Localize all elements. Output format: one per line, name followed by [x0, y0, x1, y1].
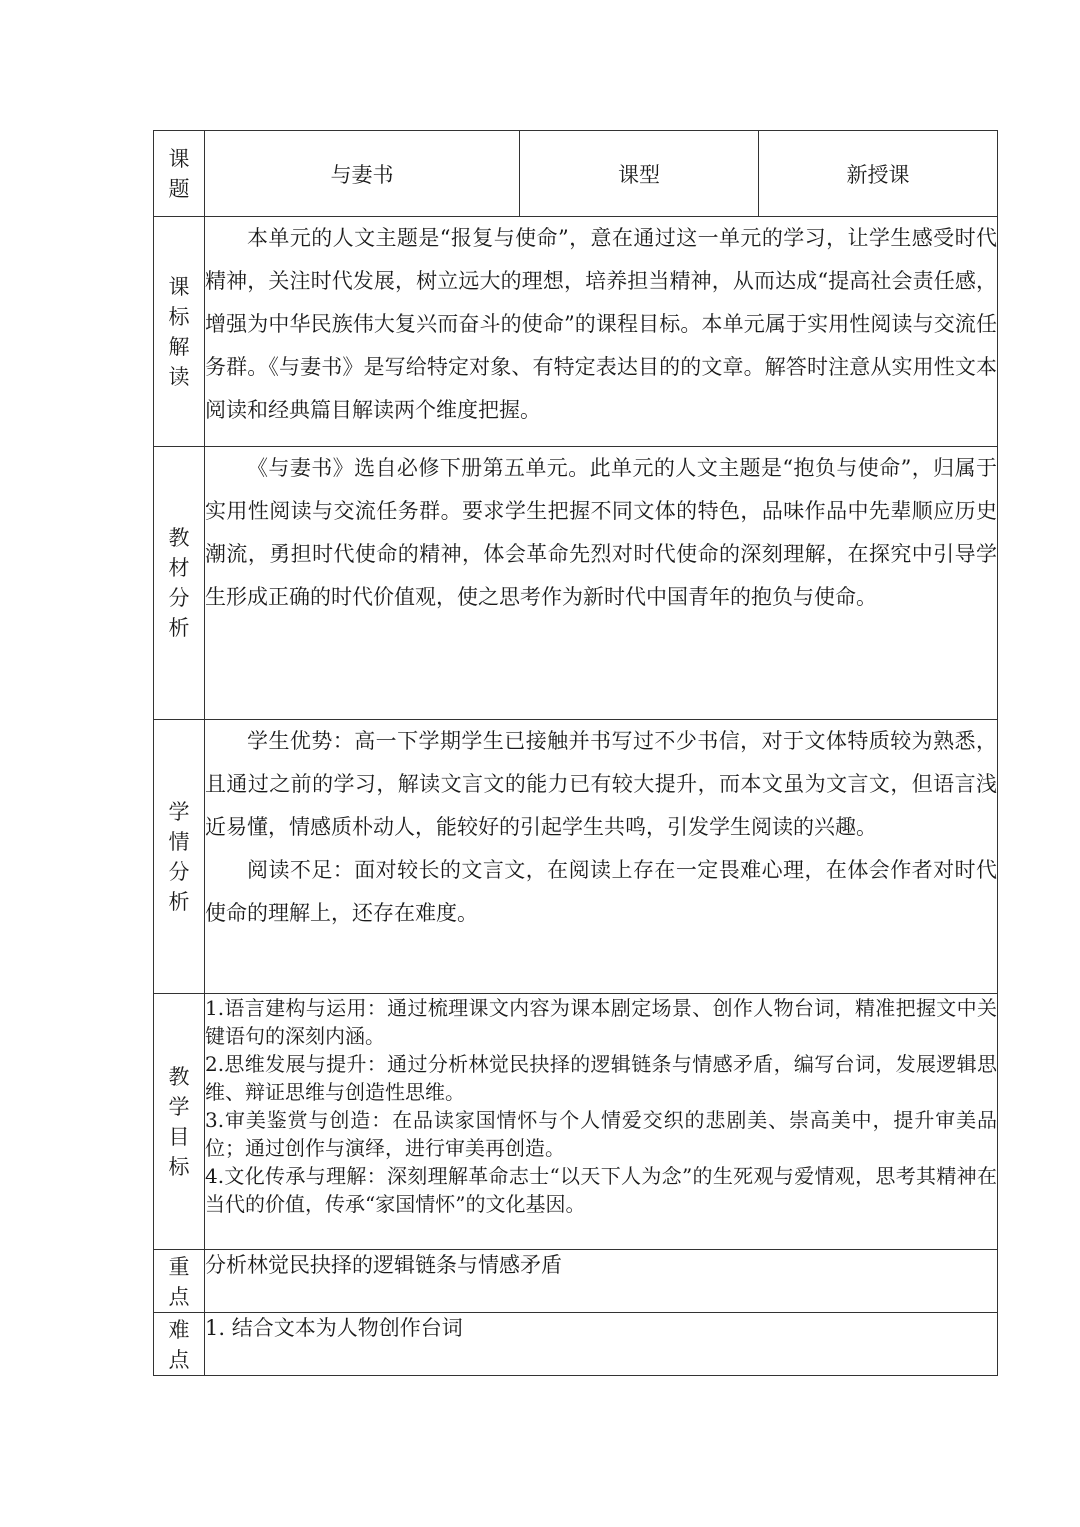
label-char: 解 [168, 334, 190, 359]
goal-item: 1.语言建构与运用：通过梳理课文内容为课本剧定场景、创作人物台词，精准把握文中关键语句的深刻内涵。 [205, 996, 997, 1048]
label-char: 重 [168, 1255, 190, 1279]
lesson-plan-table [153, 130, 998, 1376]
type-value: 新授课 [759, 131, 998, 217]
difficulty-row [154, 1313, 998, 1376]
goal-item: 3.审美鉴赏与创造：在品读家国情怀与个人情爱交织的悲剧美、崇高美中，提升审美品位；通过创作与演绎，进行审美再创造。 [205, 1108, 997, 1160]
label-char: 点 [168, 1348, 190, 1372]
material-content [205, 447, 998, 720]
topic-label [154, 131, 205, 217]
material-text: 《与妻书》选自必修下册第五单元。此单元的人文主题是“抱负与使命”，归属于实用性阅读与交流任务群。要求学生把握不同文体的特色，品味作品中先辈顺应历史潮流，勇担时代使命的精神，体会革命先烈对时代使命的深刻理解，在探究中引导学生形成正确的时代价值观，使之思考作为新时代中国青年的抱负与使命。 [205, 456, 997, 609]
material-row [154, 447, 998, 720]
label-char: 析 [168, 889, 190, 914]
label-char: 题 [168, 176, 190, 201]
goals-label [154, 994, 205, 1250]
material-label [154, 447, 205, 720]
students-weakness: 阅读不足：面对较长的文言文，在阅读上存在一定畏难心理，在体会作者对时代使命的理解上，还存在难度。 [205, 858, 997, 925]
students-strength: 学生优势：高一下学期学生已接触并书写过不少书信，对于文体特质较为熟悉，且通过之前的学习，解读文言文的能力已有较大提升，而本文虽为文言文，但语言浅近易懂，情感质朴动人，能较好的引起学生共鸣，引发学生阅读的兴趣。 [205, 729, 997, 839]
key-point-row [154, 1250, 998, 1313]
label-char: 情 [168, 829, 190, 854]
students-content [205, 720, 998, 994]
type-label: 课型 [520, 131, 759, 217]
label-char: 分 [168, 859, 190, 884]
curriculum-row [154, 217, 998, 447]
header-row [154, 131, 998, 217]
goals-content [205, 994, 998, 1250]
students-row [154, 720, 998, 994]
label-char: 读 [168, 364, 190, 389]
difficulty-label [154, 1313, 205, 1376]
curriculum-label [154, 217, 205, 447]
curriculum-text: 本单元的人文主题是“报复与使命”，意在通过这一单元的学习，让学生感受时代精神，关注时代发展，树立远大的理想，培养担当精神，从而达成“提高社会责任感，增强为中华民族伟大复兴而奋斗的使命”的课程目标。本单元属于实用性阅读与交流任务群。《与妻书》是写给特定对象、有特定表达目的的文章。解答时注意从实用性文本阅读和经典篇目解读两个维度把握。 [205, 226, 997, 422]
label-char: 目 [168, 1124, 190, 1149]
label-char: 材 [168, 556, 190, 580]
label-char: 分 [168, 586, 190, 610]
label-char: 学 [168, 1094, 190, 1119]
topic-value: 与妻书 [205, 131, 520, 217]
goals-row [154, 994, 998, 1250]
label-char: 标 [168, 1154, 190, 1179]
label-char: 学 [168, 799, 190, 824]
label-char: 课 [168, 274, 190, 299]
label-char: 课 [168, 146, 190, 171]
students-label [154, 720, 205, 994]
difficulty-text: 1. 结合文本为人物创作台词 [205, 1313, 998, 1376]
key-point-label [154, 1250, 205, 1313]
label-char: 教 [168, 526, 190, 550]
label-char: 点 [168, 1285, 190, 1309]
goal-item: 4.文化传承与理解：深刻理解革命志士“以天下人为念”的生死观与爱情观，思考其精神在当代的价值，传承“家国情怀”的文化基因。 [205, 1164, 997, 1216]
curriculum-content [205, 217, 998, 447]
label-char: 析 [168, 616, 190, 640]
goal-item: 2.思维发展与提升：通过分析林觉民抉择的逻辑链条与情感矛盾，编写台词，发展逻辑思维、辩证思维与创造性思维。 [205, 1052, 997, 1104]
key-point-text: 分析林觉民抉择的逻辑链条与情感矛盾 [205, 1250, 998, 1313]
label-char: 标 [168, 304, 190, 329]
label-char: 难 [168, 1318, 190, 1342]
label-char: 教 [168, 1064, 190, 1089]
